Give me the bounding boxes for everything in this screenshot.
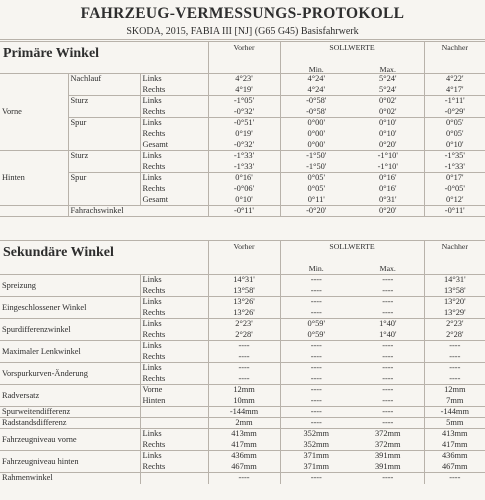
- value-min: 371mm: [303, 461, 330, 471]
- col-vorher-2: Vorher: [208, 241, 280, 265]
- value-min: ----: [310, 351, 322, 361]
- side-label: Links: [140, 319, 208, 330]
- side-label: [140, 418, 208, 429]
- value-max: 0°16': [352, 184, 424, 195]
- value-min: ----: [280, 363, 352, 374]
- value-max: ----: [352, 396, 424, 407]
- side-label: Rechts: [140, 184, 208, 195]
- value-min: -0°20': [280, 206, 352, 217]
- table-row: [0, 418, 485, 429]
- value-max: 0°10': [352, 129, 424, 140]
- value-vorher: 417mm: [208, 440, 280, 451]
- measure-label: Radversatz: [0, 385, 140, 407]
- table-row: [0, 341, 485, 352]
- value-nachher: ----: [449, 373, 461, 383]
- table-row: [0, 473, 485, 484]
- value-max: ----: [352, 308, 424, 319]
- value-max: 5°24': [352, 85, 424, 96]
- col-max: Max.: [352, 65, 424, 75]
- secondary-subheader-row: [0, 264, 485, 275]
- measurement-table: [0, 41, 485, 75]
- side-label: Links: [140, 341, 208, 352]
- value-vorher: 2°23': [208, 319, 280, 330]
- side-label: Rechts: [140, 440, 208, 451]
- value-min: 0°05': [280, 173, 352, 184]
- value-min: -0°58': [280, 96, 352, 107]
- table-row: [0, 429, 485, 440]
- side-label: Gesamt: [140, 195, 208, 206]
- side-label: Rechts: [140, 330, 208, 341]
- side-label: Rechts: [140, 352, 208, 363]
- col-vorher: Vorher: [208, 42, 280, 66]
- col-min-2: Min.: [308, 264, 324, 273]
- value-vorher: -1°05': [208, 96, 280, 107]
- measure-label: Spurdifferenzwinkel: [0, 319, 140, 341]
- primary-section-title: Primäre Winkel: [0, 42, 208, 66]
- measure-label: Rahmenwinkel: [0, 473, 140, 484]
- value-vorher: -144mm: [208, 407, 280, 418]
- value-nachher: 14°31': [424, 275, 485, 286]
- measure-label: Spreizung: [0, 275, 140, 297]
- value-nachher: 2°28': [446, 329, 464, 339]
- value-nachher: 413mm: [424, 429, 485, 440]
- value-vorher: -1°33': [208, 151, 280, 162]
- value-min: ----: [280, 385, 352, 396]
- value-nachher: -1°11': [424, 96, 485, 107]
- side-label: [140, 407, 208, 418]
- value-nachher: 467mm: [441, 461, 468, 471]
- value-nachher: 0°05': [446, 129, 464, 138]
- side-label: Rechts: [140, 308, 208, 319]
- side-label: Rechts: [140, 462, 208, 473]
- value-min: 0°00': [307, 129, 325, 138]
- value-vorher: 0°16': [208, 173, 280, 184]
- side-label: Hinten: [140, 396, 208, 407]
- side-label: Vorne: [140, 385, 208, 396]
- side-label: Rechts: [140, 162, 208, 173]
- value-nachher: -144mm: [424, 407, 485, 418]
- value-max: ----: [352, 286, 424, 297]
- value-max: 0°02': [352, 96, 424, 107]
- sub-label-spur: Spur: [68, 173, 140, 206]
- side-label: Links: [140, 173, 208, 184]
- value-min: ----: [310, 373, 322, 383]
- value-nachher: ----: [424, 363, 485, 374]
- table-row: [0, 319, 485, 330]
- value-vorher: 2mm: [208, 418, 280, 429]
- value-nachher: 13°20': [424, 297, 485, 308]
- table-row: [0, 74, 485, 85]
- secondary-section-title: Sekundäre Winkel: [0, 241, 208, 265]
- table-row: [0, 206, 485, 217]
- value-max: ----: [352, 275, 424, 286]
- side-label: Rechts: [140, 129, 208, 140]
- value-min: 4°24': [280, 74, 352, 85]
- value-vorher: 4°23': [208, 74, 280, 85]
- value-min: 0°59': [307, 329, 325, 339]
- side-label: Links: [140, 151, 208, 162]
- value-max: 1°40': [352, 330, 424, 341]
- value-vorher: ----: [208, 363, 280, 374]
- value-min: ----: [280, 418, 352, 429]
- value-vorher: 13°26': [208, 308, 280, 319]
- value-max: 0°20': [352, 140, 424, 151]
- table-row: [0, 451, 485, 462]
- value-min: ----: [280, 473, 352, 484]
- value-max: 391mm: [352, 451, 424, 462]
- value-nachher: ----: [424, 341, 485, 352]
- measure-label: Eingeschlossener Winkel: [0, 297, 140, 319]
- value-max: 391mm: [352, 462, 424, 473]
- value-vorher: 13°26': [208, 297, 280, 308]
- value-max: 0°10': [352, 118, 424, 129]
- value-min: 0°59': [280, 319, 352, 330]
- measure-label: Maximaler Lenkwinkel: [0, 341, 140, 363]
- value-nachher: ----: [424, 473, 485, 484]
- value-max: 372mm: [352, 429, 424, 440]
- value-max: ----: [352, 297, 424, 308]
- measure-label: Fahrzeugniveau vorne: [0, 429, 140, 451]
- primary-table: [0, 73, 485, 217]
- value-min: 371mm: [280, 451, 352, 462]
- value-max: ----: [352, 385, 424, 396]
- value-nachher: 0°10': [446, 139, 464, 149]
- value-nachher: ----: [449, 351, 461, 361]
- value-vorher: ----: [208, 374, 280, 385]
- value-nachher: -1°33': [444, 161, 465, 171]
- value-nachher: 13°58': [443, 285, 466, 295]
- table-row: [0, 407, 485, 418]
- value-max: ----: [352, 341, 424, 352]
- value-nachher: -0°11': [424, 206, 485, 217]
- side-label: Links: [140, 118, 208, 129]
- col-sollwerte: SOLLWERTE: [280, 42, 424, 66]
- value-vorher: 413mm: [208, 429, 280, 440]
- title-divider: [0, 39, 485, 40]
- group-label-hinten: Hinten: [0, 151, 68, 206]
- sub-label-sturz: Sturz: [68, 96, 140, 118]
- value-max: -1°10': [352, 151, 424, 162]
- secondary-table: [0, 240, 485, 484]
- value-nachher: 4°17': [446, 84, 464, 94]
- value-min: 4°24': [307, 84, 325, 94]
- value-nachher: 5mm: [424, 418, 485, 429]
- value-vorher: 12mm: [208, 385, 280, 396]
- value-vorher: -0°32': [208, 107, 280, 118]
- table-row: [0, 96, 485, 107]
- value-nachher: -0°29': [444, 106, 465, 116]
- value-min: -1°50': [306, 161, 327, 171]
- value-min: ----: [280, 407, 352, 418]
- side-label: Links: [140, 297, 208, 308]
- value-vorher: -0°06': [208, 184, 280, 195]
- sub-label-nachlauf: Nachlauf: [68, 74, 140, 96]
- value-vorher: ----: [208, 473, 280, 484]
- value-nachher: 436mm: [424, 451, 485, 462]
- value-min: ----: [310, 395, 322, 405]
- value-min: -0°58': [306, 106, 327, 116]
- col-sollwerte-2: SOLLWERTE: [280, 241, 424, 265]
- side-label: Links: [140, 363, 208, 374]
- measure-label: Fahrzeugniveau hinten: [0, 451, 140, 473]
- value-min: 0°00': [280, 118, 352, 129]
- table-row: [0, 363, 485, 374]
- side-label: Rechts: [140, 286, 208, 297]
- page-title: FAHRZEUG-VERMESSUNGS-PROTOKOLL: [80, 5, 405, 22]
- value-nachher: -1°35': [424, 151, 485, 162]
- col-max-2: Max.: [352, 264, 424, 275]
- measure-label: Vorspurkurven-Änderung: [0, 363, 140, 385]
- side-label: Rechts: [140, 374, 208, 385]
- primary-header-row: [0, 42, 485, 66]
- col-nachher-2: Nachher: [441, 242, 468, 251]
- value-nachher: -0°05': [444, 184, 465, 193]
- value-max: 372mm: [352, 440, 424, 451]
- value-vorher: -1°33': [208, 162, 280, 173]
- value-min: ----: [280, 275, 352, 286]
- value-nachher: 417mm: [441, 439, 468, 449]
- value-max: 0°16': [352, 173, 424, 184]
- measure-label: Radstandsdifferenz: [0, 418, 140, 429]
- value-min: ----: [310, 285, 322, 295]
- side-label: Gesamt: [140, 140, 208, 151]
- table-row: [0, 385, 485, 396]
- value-nachher: 2°23': [424, 319, 485, 330]
- value-vorher: -0°51': [208, 118, 280, 129]
- value-min: 0°05': [307, 184, 325, 193]
- secondary-header-row: [0, 241, 485, 265]
- value-max: 1°40': [352, 319, 424, 330]
- value-max: 5°24': [352, 74, 424, 85]
- value-max: ----: [352, 473, 424, 484]
- vehicle-subtitle: SKODA, 2015, FABIA III [NJ] (G65 G45) Basisfahrwerk: [126, 26, 359, 37]
- value-min: ----: [280, 341, 352, 352]
- col-min: Min.: [308, 65, 324, 74]
- value-nachher: 7mm: [446, 395, 464, 405]
- side-label: Links: [140, 451, 208, 462]
- value-vorher: ----: [208, 352, 280, 363]
- table-row: [0, 275, 485, 286]
- value-max: ----: [352, 418, 424, 429]
- side-label: [140, 473, 208, 484]
- side-label: Links: [140, 429, 208, 440]
- side-label: Links: [140, 96, 208, 107]
- value-vorher: 436mm: [208, 451, 280, 462]
- value-min: 0°11': [307, 194, 325, 204]
- value-vorher: 467mm: [208, 462, 280, 473]
- value-min: ----: [310, 307, 322, 317]
- value-vorher: 14°31': [208, 275, 280, 286]
- value-vorher: 0°10': [208, 195, 280, 206]
- row-label-fahrachswinkel: Fahrachswinkel: [68, 206, 208, 217]
- value-max: ----: [352, 363, 424, 374]
- value-nachher: 4°22': [424, 74, 485, 85]
- table-row: [0, 173, 485, 184]
- sub-label-spur: Spur: [68, 118, 140, 151]
- value-min: -1°50': [280, 151, 352, 162]
- table-row: [0, 297, 485, 308]
- col-nachher: Nachher: [441, 43, 468, 52]
- value-nachher: 12mm: [424, 385, 485, 396]
- side-label: Rechts: [140, 85, 208, 96]
- value-nachher: 13°29': [443, 307, 466, 317]
- value-vorher: 13°58': [208, 286, 280, 297]
- value-nachher: 0°12': [446, 194, 464, 204]
- value-max: ----: [352, 407, 424, 418]
- measure-label: Spurweitendifferenz: [0, 407, 140, 418]
- side-label: Rechts: [140, 107, 208, 118]
- value-nachher: 0°17': [424, 173, 485, 184]
- value-vorher: 2°28': [208, 330, 280, 341]
- table-row: [0, 118, 485, 129]
- side-label: Links: [140, 275, 208, 286]
- sub-label-sturz: Sturz: [68, 151, 140, 173]
- value-max: 0°20': [352, 206, 424, 217]
- value-max: ----: [352, 374, 424, 385]
- value-min: 352mm: [280, 429, 352, 440]
- value-nachher: 0°05': [424, 118, 485, 129]
- value-vorher: 0°19': [208, 129, 280, 140]
- side-label: Links: [140, 74, 208, 85]
- value-max: 0°31': [352, 195, 424, 206]
- table-row: [0, 151, 485, 162]
- group-label-vorne: Vorne: [0, 74, 68, 151]
- value-max: 0°02': [352, 107, 424, 118]
- value-max: ----: [352, 352, 424, 363]
- value-vorher: 4°19': [208, 85, 280, 96]
- value-vorher: ----: [208, 341, 280, 352]
- value-vorher: 10mm: [208, 396, 280, 407]
- value-min: 352mm: [303, 439, 330, 449]
- value-min: ----: [280, 297, 352, 308]
- value-min: 0°00': [307, 139, 325, 149]
- value-vorher: -0°11': [208, 206, 280, 217]
- value-vorher: -0°32': [208, 140, 280, 151]
- value-max: -1°10': [352, 162, 424, 173]
